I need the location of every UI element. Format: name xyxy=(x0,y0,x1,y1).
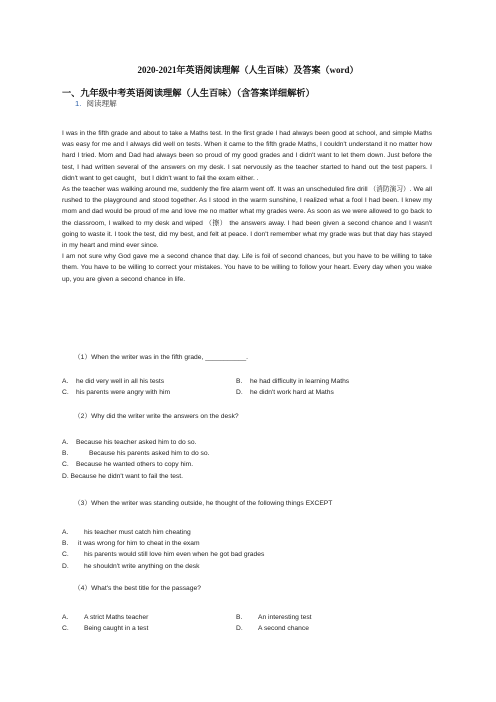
option-c[interactable]: C. his parents would still love him even when he got bad grades xyxy=(62,551,265,559)
question-number: 1. xyxy=(75,99,82,108)
option-d[interactable]: D. he shouldn't write anything on the desk xyxy=(62,562,200,570)
question-4-stem xyxy=(62,582,201,592)
option-c[interactable]: C. Being caught in a test xyxy=(62,625,149,633)
option-d[interactable]: D. Because he didn't want to fail the test. xyxy=(62,472,183,480)
options-row xyxy=(62,376,442,387)
option-a[interactable]: A. A strict Maths teacher xyxy=(62,614,149,621)
question-heading xyxy=(75,98,117,109)
question-2-options xyxy=(62,437,442,482)
passage-paragraph-2: As the teacher was walking around me, suddenly the fire alarm went off. It was an unscheduled fire drill （消防演习）. We all rushed to the playground and stood together. As I stood in the warm sunshine, I realized what a fool I had been. I knew my mom and dad would be proud of me and love me no matter what my grades were. As soon as we were allowed to go back to the classroom, I walked to my desk and wiped （擦） the answers away. I had been given a second chance and I wasn't going to waste it. I took the test, did my best, and felt at peace. I don't remember what my grade was but that day has stayed in my heart and mind ever since. xyxy=(62,186,432,250)
options-row xyxy=(62,387,442,398)
passage-paragraph-1: I was in the fifth grade and about to take a Maths test. In the first grade I had always been good at school, and simple Maths was easy for me and I always did well on tests. When it came to the fifth grade Maths, I couldn't understand it no matter how hard I tried. Mom and Dad had always been so proud of my good grades and I didn't want to let them down. Just before the test, I had written several of the answers on my desk. I sat nervously as the teacher started to hand out the test papers. I didn't want to get caught，but I didn't want to fail the exam either. . xyxy=(62,130,432,182)
question-3-stem xyxy=(62,497,332,507)
question-3-text: （3）When the writer was standing outside, he thought of the following things EXCEPT xyxy=(74,500,333,507)
option-a[interactable]: A. Because his teacher asked him to do so. xyxy=(62,439,197,446)
option-b[interactable]: B. An interesting test xyxy=(236,614,312,621)
passage-paragraph-3: I am not sure why God gave me a second chance that day. Life is foil of second chances, but you have to be willing to take them. You have to be willing to correct your mistakes. You have to be willing to follow your heart. Every day when you wake up, you are given a second chance in life. xyxy=(62,253,432,283)
question-1-options xyxy=(62,376,442,398)
question-2-text: （2）Why did the writer write the answers on the desk? xyxy=(74,413,239,420)
question-4-text: （4）What's the best title for the passage? xyxy=(74,585,201,592)
option-a[interactable]: A. his teacher must catch him cheating xyxy=(62,529,191,536)
option-a[interactable]: A. he did very well in all his tests xyxy=(62,378,165,385)
document-title: 2020-2021年英语阅读理解（人生百味）及答案（word） xyxy=(137,65,359,75)
question-1-stem xyxy=(62,351,248,361)
reading-passage xyxy=(62,128,432,285)
option-b[interactable]: B. he had difficulty in learning Maths xyxy=(236,378,350,385)
option-c[interactable]: C. his parents were angry with him xyxy=(62,389,171,397)
options-row xyxy=(62,612,442,623)
option-b[interactable]: B. it was wrong for him to cheat in the exam xyxy=(62,540,200,548)
options-row xyxy=(62,623,442,634)
question-label: 阅读理解 xyxy=(86,99,117,108)
question-4-options xyxy=(62,612,442,634)
question-1-text: （1）When the writer was in the fifth grade, ___________. xyxy=(74,354,248,361)
option-b[interactable]: B. Because his parents asked him to do so. xyxy=(62,450,210,458)
option-c[interactable]: C. Because he wanted others to copy him. xyxy=(62,461,194,469)
question-2-stem xyxy=(62,410,239,420)
option-d[interactable]: D. A second chance xyxy=(236,625,309,633)
section-heading: 一、九年级中考英语阅读理解（人生百味）（含答案详细解析） xyxy=(62,88,315,99)
question-3-options xyxy=(62,527,442,572)
option-d[interactable]: D. he didn't work hard at Maths xyxy=(236,389,334,397)
